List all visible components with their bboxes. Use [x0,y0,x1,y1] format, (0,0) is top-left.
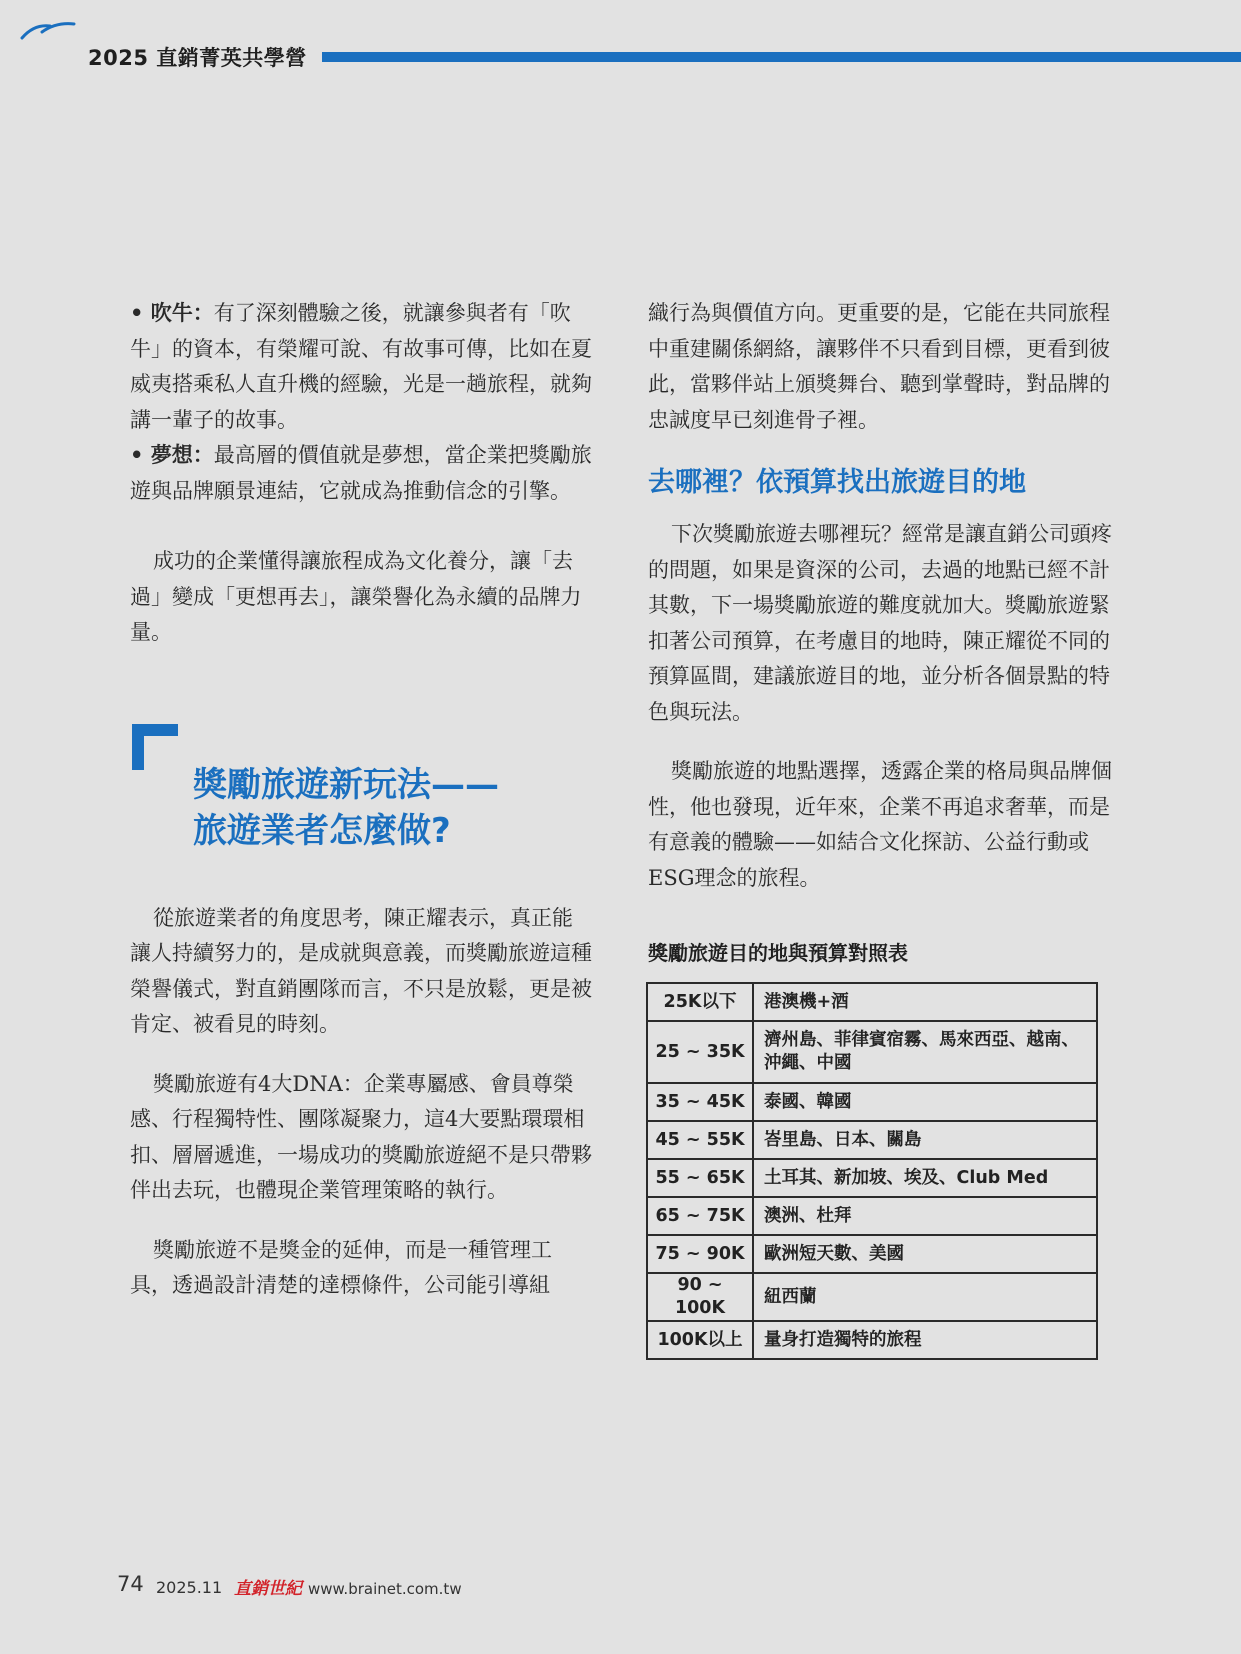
range-cell: 35 ~ 45K [647,1083,753,1121]
bullet-text: 最高層的價值就是夢想，當企業把獎勵旅遊與品牌願景連結，它就成為推動信念的引擎。 [130,443,592,503]
bullet-label: 夢想： [150,443,214,467]
range-cell: 75 ~ 90K [647,1235,753,1273]
bullet-label: 吹牛： [150,301,214,325]
range-cell: 45 ~ 55K [647,1121,753,1159]
paragraph-continued: 織行為與價值方向。更重要的是，它能在共同旅程中重建關係網絡，讓夥伴不只看到目標，更看到彼此，當夥伴站上頒獎舞台、聽到掌聲時，對品牌的忠誠度早已刻進骨子裡。 [648,301,1110,432]
table-row [647,1083,1097,1121]
destination-cell: 量身打造獨特的旅程 [753,1321,1097,1359]
bullet-dot: • [130,443,151,467]
website-url: www.brainet.com.tw [308,1580,462,1598]
bullet-dot: • [130,301,151,325]
page-number: 74 [117,1572,144,1596]
range-cell: 25 ~ 35K [647,1021,753,1083]
bullet-text: 有了深刻體驗之後，就讓參與者有「吹牛」的資本，有榮耀可說、有故事可傳，比如在夏威夷搭乘私人直升機的經驗，光是一趟旅程，就夠講一輩子的故事。 [130,301,592,432]
destination-cell: 土耳其、新加坡、埃及、Club Med [753,1159,1097,1197]
sub-heading: 去哪裡？依預算找出旅遊目的地 [648,467,1026,498]
header-bar [322,52,1241,62]
bullet-dream [130,438,592,509]
destination-cell: 紐西蘭 [753,1273,1097,1321]
table-row [647,983,1097,1021]
range-cell: 100K以上 [647,1321,753,1359]
table-row [647,1321,1097,1359]
section-heading-line: 獎勵旅遊新玩法—— [193,765,499,805]
paragraph: 獎勵旅遊不是獎金的延伸，而是一種管理工具，透過設計清楚的達標條件，公司能引導組 [130,1237,552,1297]
bullet-brag [130,296,592,438]
magazine-logo: 直銷世紀 [234,1579,302,1599]
issue-date: 2025.11 [156,1578,223,1597]
destination-cell: 泰國、韓國 [753,1083,1097,1121]
section-heading-line: 旅遊業者怎麼做? [193,811,451,851]
destination-cell: 歐洲短天數、美國 [753,1235,1097,1273]
bracket-decoration [132,724,178,770]
right-column [648,296,1113,896]
range-cell: 25K以下 [647,983,753,1021]
table-row [647,1021,1097,1083]
budget-table [646,982,1098,1360]
paragraph: 下次獎勵旅遊去哪裡玩？經常是讓直銷公司頭疼的問題，如果是資深的公司，去過的地點已經不計其數，下一場獎勵旅遊的難度就加大。獎勵旅遊緊扣著公司預算，在考慮目的地時，陳正耀從不同的預算區間，建議旅遊目的地，並分析各個景點的特色與玩法。 [648,522,1112,724]
table-title: 獎勵旅遊目的地與預算對照表 [648,941,908,965]
table-row [647,1159,1097,1197]
logo-swoosh-icon [20,18,76,42]
destination-cell: 港澳機+酒 [753,983,1097,1021]
destination-cell: 濟州島、菲律賓宿霧、馬來西亞、越南、沖繩、中國 [753,1021,1097,1083]
section-heading [193,762,499,854]
table-row [647,1197,1097,1235]
range-cell: 65 ~ 75K [647,1197,753,1235]
table-row [647,1273,1097,1321]
table-row [647,1121,1097,1159]
range-cell: 90 ~ 100K [647,1273,753,1321]
destination-cell: 峇里島、日本、關島 [753,1121,1097,1159]
destination-cell: 澳洲、杜拜 [753,1197,1097,1235]
paragraph-success: 成功的企業懂得讓旅程成為文化養分，讓「去過」變成「更想再去」，讓榮譽化為永續的品牌力量。 [130,549,582,644]
paragraph: 獎勵旅遊有4大DNA：企業專屬感、會員尊榮感、行程獨特性、團隊凝聚力，這4大要點環環相扣、層層遞進，一場成功的獎勵旅遊絕不是只帶夥伴出去玩，也體現企業管理策略的執行。 [130,1071,592,1202]
range-cell: 55 ~ 65K [647,1159,753,1197]
paragraph: 從旅遊業者的角度思考，陳正耀表示，真正能讓人持續努力的，是成就與意義，而獎勵旅遊這種榮譽儀式，對直銷團隊而言，不只是放鬆，更是被肯定、被看見的時刻。 [130,905,592,1036]
paragraph: 獎勵旅遊的地點選擇，透露企業的格局與品牌個性，他也發現，近年來，企業不再追求奢華，而是有意義的體驗——如結合文化探訪、公益行動或ESG理念的旅程。 [648,759,1112,890]
header-title: 2025 直銷菁英共學營 [88,46,307,70]
table-row [647,1235,1097,1273]
